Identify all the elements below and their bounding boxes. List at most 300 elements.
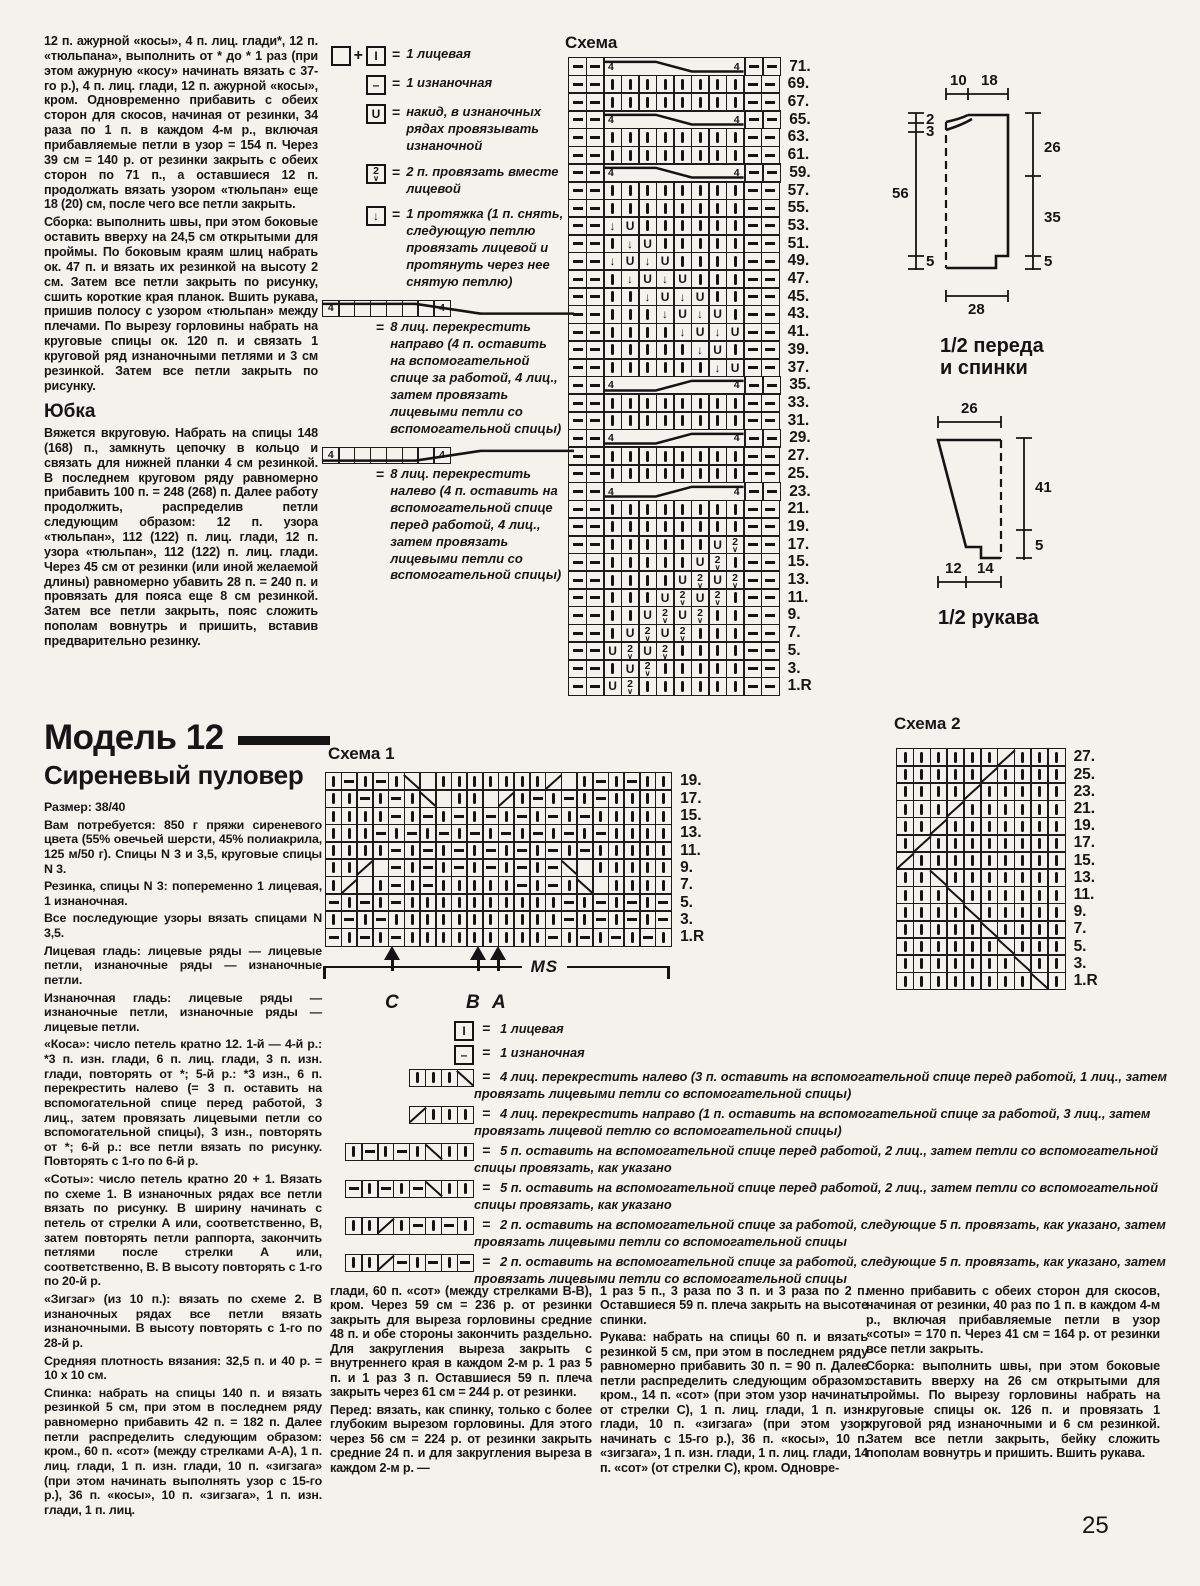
chart-cell (673, 446, 692, 465)
chart-cell (980, 972, 998, 991)
chart-cell: 4 (433, 447, 451, 465)
chart-cell: ↓ (708, 358, 727, 377)
chart-cell (913, 972, 931, 991)
chart-cell (655, 824, 672, 843)
chart-cell (913, 954, 931, 973)
chart-cell (568, 146, 587, 165)
chart-cell (404, 910, 421, 929)
chart-cell (435, 824, 452, 843)
chart-cell (656, 340, 675, 359)
chart-cell (639, 772, 656, 791)
chart-cell (592, 893, 609, 912)
row-number: 27. (787, 447, 810, 465)
chart-cell (370, 447, 388, 465)
chart-cell (980, 765, 998, 784)
chart-cell (451, 910, 468, 929)
chart-cell (576, 807, 593, 826)
model-subtitle: Сиреневый пуловер (44, 760, 304, 790)
chart-cell (673, 92, 692, 111)
stitch-symbol-icon: – (366, 75, 386, 95)
chart-cell (568, 199, 587, 218)
chart-cell (586, 199, 605, 218)
paragraph: менно прибавить с обеих сторон для скосов, начиная от резинки, 40 раз по 1 п. в каждом 4-м р., включая прибавляемые петли в узор «соты» = 170 п. Через 41 см = 164 р. от резинки все петли закрыть. (866, 1284, 1160, 1356)
chart-cell (1030, 748, 1048, 767)
cable-symbol-icon (345, 1254, 474, 1272)
chart-cell (691, 146, 710, 165)
chart-cell (639, 858, 656, 877)
chart-cell (1014, 817, 1032, 836)
chart-cell (638, 588, 657, 607)
chart-cell (356, 858, 373, 877)
paragraph: Сборка: выполнить швы, при этом боковые оставить вверху на 24,5 см открытыми для проймы. По боковым краям шлиц набрать ок. 47 п. и вязать их резинкой на высоту 2 см. Затем все петли закрыть по рисунку, сшить короткие края планок. Вшить рукава, пришив полосу с узором «тюльпан» между плечами. По вырезу горловины набрать на круговые спицы ок. 120 п. и связать 1 круговой ряд изнаночными петлями и 3 см резинкой. Затем все петли закрыть по рисунку. (44, 215, 318, 393)
chart-cell (726, 75, 745, 94)
chart-cell (673, 75, 692, 94)
chart-cell (980, 868, 998, 887)
chart-cell (529, 858, 546, 877)
chart-cell (354, 300, 372, 318)
chart-cell (726, 234, 745, 253)
chart-cell (623, 910, 640, 929)
row-number: 11. (1073, 886, 1095, 904)
chart-cell: U (656, 252, 675, 271)
chart-cell (691, 464, 710, 483)
dim-5-left: 5 (926, 253, 935, 270)
chart-cell (997, 920, 1015, 939)
chart-cell (946, 937, 964, 956)
chart-cell (561, 789, 578, 808)
chart-cell (372, 858, 389, 877)
chart-cell (482, 824, 499, 843)
legend-item (318, 1179, 1174, 1213)
chart-cell (592, 876, 609, 895)
chart-cell (708, 287, 727, 306)
chart-cell (930, 972, 948, 991)
chart-cell (639, 807, 656, 826)
chart-cell (561, 772, 578, 791)
chart-cell (356, 824, 373, 843)
chart-cell: U (603, 641, 622, 660)
legend-item: 4 4 = 8 лиц. перекрестить направо (4 п. оставить на вспомогательной спице за работой, 4 лиц., затем провязать лицевыми петли со вспомогательной спицы) (322, 300, 574, 438)
row-number: 9. (787, 606, 801, 624)
legend-text: 1 лицевая (406, 46, 471, 61)
chart-cell (568, 446, 587, 465)
chart-cell (673, 234, 692, 253)
cable-symbol-icon (322, 300, 574, 318)
chart-cell (726, 500, 745, 519)
chart-cell (621, 305, 640, 324)
chart-cell (545, 893, 562, 912)
chart-cell (691, 128, 710, 147)
row-number: 3. (680, 910, 693, 928)
chart-cell (325, 824, 342, 843)
chart-cell (761, 75, 780, 94)
chart-cell (1030, 937, 1048, 956)
chart-cell (451, 807, 468, 826)
chart-cell (608, 893, 625, 912)
chart-cell (586, 677, 605, 696)
chart-cell (896, 765, 914, 784)
chart-cell (638, 146, 657, 165)
arrow-c-icon (384, 946, 400, 971)
chart-cell (708, 500, 727, 519)
chart-cell (482, 876, 499, 895)
chart-cell (980, 851, 998, 870)
chart-cell (691, 624, 710, 643)
chart-cell (325, 772, 342, 791)
chart-cell (1014, 937, 1032, 956)
chart-cell (997, 851, 1015, 870)
chart-cell: ↓ (621, 234, 640, 253)
chart-cell (425, 1143, 443, 1161)
chart-cell (762, 429, 781, 448)
chart-cell (621, 393, 640, 412)
chart-cell (963, 920, 981, 939)
row-number: 21. (787, 500, 810, 518)
chart-cell (529, 928, 546, 947)
chart-cell (451, 789, 468, 808)
chart-cell (568, 606, 587, 625)
chart-cell (603, 606, 622, 625)
chart-cell (638, 500, 657, 519)
row-number: 25. (1073, 765, 1096, 783)
chart-cell (896, 782, 914, 801)
chart-cell (726, 641, 745, 660)
chart-cell (586, 75, 605, 94)
chart-cell (419, 876, 436, 895)
row-number: 11. (787, 588, 809, 606)
chart-cell (930, 765, 948, 784)
chart-cell (545, 876, 562, 895)
chart-cell (743, 624, 762, 643)
chart-cell (655, 789, 672, 808)
chart-cell (586, 110, 605, 129)
chart-cell (896, 817, 914, 836)
chart-cell (561, 928, 578, 947)
chart-cell (498, 789, 515, 808)
chart-cell (963, 851, 981, 870)
row-number: 23. (1073, 782, 1096, 800)
chart-cell (404, 893, 421, 912)
chart-cell (743, 216, 762, 235)
chart-cell (586, 146, 605, 165)
chart-cell (513, 876, 530, 895)
chart-cell (441, 1106, 459, 1124)
row-number: 13. (680, 824, 702, 842)
chart-cell (638, 128, 657, 147)
dim-35: 35 (1044, 209, 1061, 226)
chart-cell (963, 903, 981, 922)
chart-cell (592, 824, 609, 843)
chart-cell (726, 677, 745, 696)
chart-cell (603, 128, 622, 147)
chart-cell: U (638, 606, 657, 625)
schematic1-label-2: и спинки (940, 357, 1028, 379)
chart-cell (325, 928, 342, 947)
chart-cell (997, 817, 1015, 836)
chart-cell (743, 252, 762, 271)
row-number: 13. (1073, 868, 1096, 886)
dim-56: 56 (892, 185, 909, 202)
legend-item: – = 1 изнаночная (322, 75, 574, 95)
chart-cell (896, 748, 914, 767)
row-number: 1.R (680, 928, 705, 946)
chart-cell: U (726, 323, 745, 342)
chart-cell (568, 287, 587, 306)
legend-text: = 1 лицевая (482, 1020, 564, 1036)
chart-cell (498, 841, 515, 860)
chart-cell (963, 868, 981, 887)
chart-cell (576, 928, 593, 947)
chart-cell (409, 1106, 427, 1124)
row-number: 49. (787, 252, 810, 270)
chart-cell (608, 928, 625, 947)
row-number: 35. (789, 376, 811, 394)
chart-cell (345, 1180, 363, 1198)
cable-8-cell: 4 4 (603, 429, 745, 448)
chart-cell (726, 181, 745, 200)
chart-cell (656, 146, 675, 165)
chart-cell (1030, 972, 1048, 991)
chart-cell (457, 1143, 475, 1161)
chart-cell (708, 624, 727, 643)
chart-cell (638, 216, 657, 235)
chart-cell (388, 928, 405, 947)
chart-cell (743, 269, 762, 288)
chart-cell (761, 535, 780, 554)
row-number: 43. (787, 305, 810, 323)
chart-cell (691, 500, 710, 519)
row-number: 15. (680, 807, 702, 825)
chart-cell (545, 910, 562, 929)
chart-cell (1047, 765, 1065, 784)
chart-cell (576, 789, 593, 808)
chart-cell (529, 824, 546, 843)
chart-cell (1014, 954, 1032, 973)
chart-cell (673, 553, 692, 572)
chart-cell (997, 886, 1015, 905)
chart-cell (638, 358, 657, 377)
chart-cell (608, 807, 625, 826)
dim-2: 2 (926, 111, 935, 128)
chart-cell (639, 910, 656, 929)
chart-cell (997, 782, 1015, 801)
chart-cell (545, 807, 562, 826)
chart-cell (743, 553, 762, 572)
chart-cell (608, 858, 625, 877)
chart-cell (393, 1217, 411, 1235)
legend-text: = 4 лиц. перекрестить направо (1 п. оставить на вспомогательной спице за работой, 3 лиц., затем провязать лицевой петлю со вспомогательной спицы) (474, 1105, 1151, 1138)
chart-cell (691, 358, 710, 377)
title-rule (238, 736, 330, 745)
row-number: 23. (789, 482, 811, 500)
model-title-text: Модель 12 (44, 718, 224, 757)
chart-cell: U (708, 535, 727, 554)
chart-cell (655, 858, 672, 877)
chart-cell (592, 807, 609, 826)
chart-cell (743, 641, 762, 660)
chart-cell (726, 517, 745, 536)
chart-cell (726, 340, 745, 359)
chart-cell (638, 677, 657, 696)
chart-cell (603, 659, 622, 678)
chart-cell (761, 553, 780, 572)
row-number: 57. (787, 181, 810, 199)
chart-cell (708, 464, 727, 483)
chart-cell (673, 128, 692, 147)
chart-cell (498, 876, 515, 895)
chart-cell (603, 393, 622, 412)
chart-cell: 2 ∨ (621, 677, 640, 696)
chart-cell (586, 340, 605, 359)
chart-cell (586, 323, 605, 342)
chart-cell (466, 772, 483, 791)
legend-text: = 5 п. оставить на вспомогательной спице перед работой, 2 лиц., затем петли со вспомогательной спицы провязать, как указано (474, 1179, 1159, 1212)
row-number: 65. (789, 110, 811, 128)
chart-cell (451, 772, 468, 791)
chart-cell (404, 824, 421, 843)
chart-cell (691, 92, 710, 111)
chart-cell (656, 411, 675, 430)
chart-cell (466, 807, 483, 826)
chart-cell (743, 500, 762, 519)
dim-28: 28 (968, 301, 985, 318)
chart-cell (1014, 920, 1032, 939)
chart-cell (913, 851, 931, 870)
chart-cell (745, 376, 764, 395)
chart-cell (1030, 868, 1048, 887)
chart-cell (997, 834, 1015, 853)
chart-cell (419, 824, 436, 843)
chart-cell (568, 305, 587, 324)
chart-cell (761, 606, 780, 625)
row-number: 1.R (1073, 972, 1098, 990)
chart-cell: U (621, 252, 640, 271)
chart-cell (568, 500, 587, 519)
chart-cell: 4 (322, 447, 340, 465)
chart-cell (603, 234, 622, 253)
dim-26: 26 (1044, 139, 1061, 156)
chart-cell (726, 92, 745, 111)
chart-cell (409, 1254, 427, 1272)
chart-cell (656, 128, 675, 147)
bottom-column-2 (600, 1284, 868, 1478)
chart-cell: ↓ (691, 305, 710, 324)
chart-cell (656, 553, 675, 572)
chart-cell (1047, 886, 1065, 905)
chart-cell (586, 163, 605, 182)
chart-cell (603, 464, 622, 483)
chart-cell (761, 216, 780, 235)
chart-cell (441, 1180, 459, 1198)
chart-cell (568, 517, 587, 536)
chart-cell (930, 817, 948, 836)
chart-cell (997, 800, 1015, 819)
chart-cell (451, 928, 468, 947)
chart-cell (345, 1143, 363, 1161)
chart-cell (457, 1217, 475, 1235)
chart-cell (404, 772, 421, 791)
chart-cell (356, 910, 373, 929)
chart-cell (586, 92, 605, 111)
row-number: 29. (789, 429, 811, 447)
legend-main (322, 46, 574, 593)
chart-cell (457, 1254, 475, 1272)
chart-cell (691, 535, 710, 554)
schema-main-title: Схема (565, 33, 618, 52)
chart-cell (726, 269, 745, 288)
chart-cell (466, 910, 483, 929)
chart-cell (639, 824, 656, 843)
chart-cell (338, 300, 356, 318)
chart-cell (356, 928, 373, 947)
chart-cell (621, 128, 640, 147)
paragraph: Сборка: выполнить швы, при этом боковые оставить вверху на 26 см открытыми для проймы. По вырезу горловины набрать на круговые спицы ок. 126 п. и провязать 1 круговой ряд изнаночными и 6 см резинкой. Затем все петли закрыть, бейку сложить пополам вовнутрь и пришить. Вшить рукава. (866, 1359, 1160, 1461)
chart-cell (745, 482, 764, 501)
chart-cell (409, 1143, 427, 1161)
chart-cell (586, 393, 605, 412)
legend-text: 1 изнаночная (406, 75, 493, 90)
paragraph: Изнаночная гладь: лицевые ряды — изнаночные петли, изнаночные ряды — лицевые петли. (44, 990, 322, 1034)
chart-cell (409, 1180, 427, 1198)
chart-cell (372, 789, 389, 808)
chart-cell (341, 772, 358, 791)
chart-cell (388, 893, 405, 912)
chart-cell (639, 928, 656, 947)
chart-cell (372, 824, 389, 843)
chart-cell (726, 287, 745, 306)
chart-cell (592, 789, 609, 808)
chart-cell (466, 928, 483, 947)
chart-cell (1047, 834, 1065, 853)
chart-cell (586, 482, 605, 501)
chart-cell (586, 606, 605, 625)
chart-cell (482, 928, 499, 947)
chart-cell (673, 677, 692, 696)
chart-cell (655, 893, 672, 912)
chart-cell (997, 868, 1015, 887)
chart-cell (457, 1106, 475, 1124)
chart-cell: 2 ∨ (708, 588, 727, 607)
chart-cell (638, 305, 657, 324)
chart-cell (377, 1254, 395, 1272)
chart-cell (761, 588, 780, 607)
row-number: 15. (1073, 851, 1096, 869)
chart-cell (708, 75, 727, 94)
chart-cell (603, 181, 622, 200)
chart-cell (638, 75, 657, 94)
chart-cell (568, 234, 587, 253)
chart-cell (482, 772, 499, 791)
chart-cell (372, 893, 389, 912)
paragraph: «Соты»: число петель кратно 20 + 1. Вязать по схеме 1. В изнаночных рядах все петли вязать по рисунку. В ширину начинать с петель от стрелки А или, соответственно, В, затем повторять петли раппорта, закончить петлями после стрелки А или, соответственно, В. В высоту повторять с 1-го по 20-й р. (44, 1172, 322, 1289)
schema1-chart (325, 772, 722, 947)
chart-cell (568, 181, 587, 200)
chart-cell (997, 972, 1015, 991)
chart-cell (743, 92, 762, 111)
chart-cell (623, 772, 640, 791)
front-back-schematic (888, 56, 1188, 390)
chart-cell (691, 411, 710, 430)
chart-cell (354, 447, 372, 465)
chart-cell (761, 446, 780, 465)
chart-cell (743, 323, 762, 342)
stitch-symbol-icon (331, 46, 351, 66)
chart-cell: 2 ∨ (708, 553, 727, 572)
legend-text: 2 п. провязать вместе лицевой (406, 163, 559, 196)
chart-cell (568, 163, 587, 182)
paragraph: Средняя плотность вязания: 32,5 п. и 40 р. = 10 x 10 см. (44, 1353, 322, 1383)
chart-cell (946, 972, 964, 991)
